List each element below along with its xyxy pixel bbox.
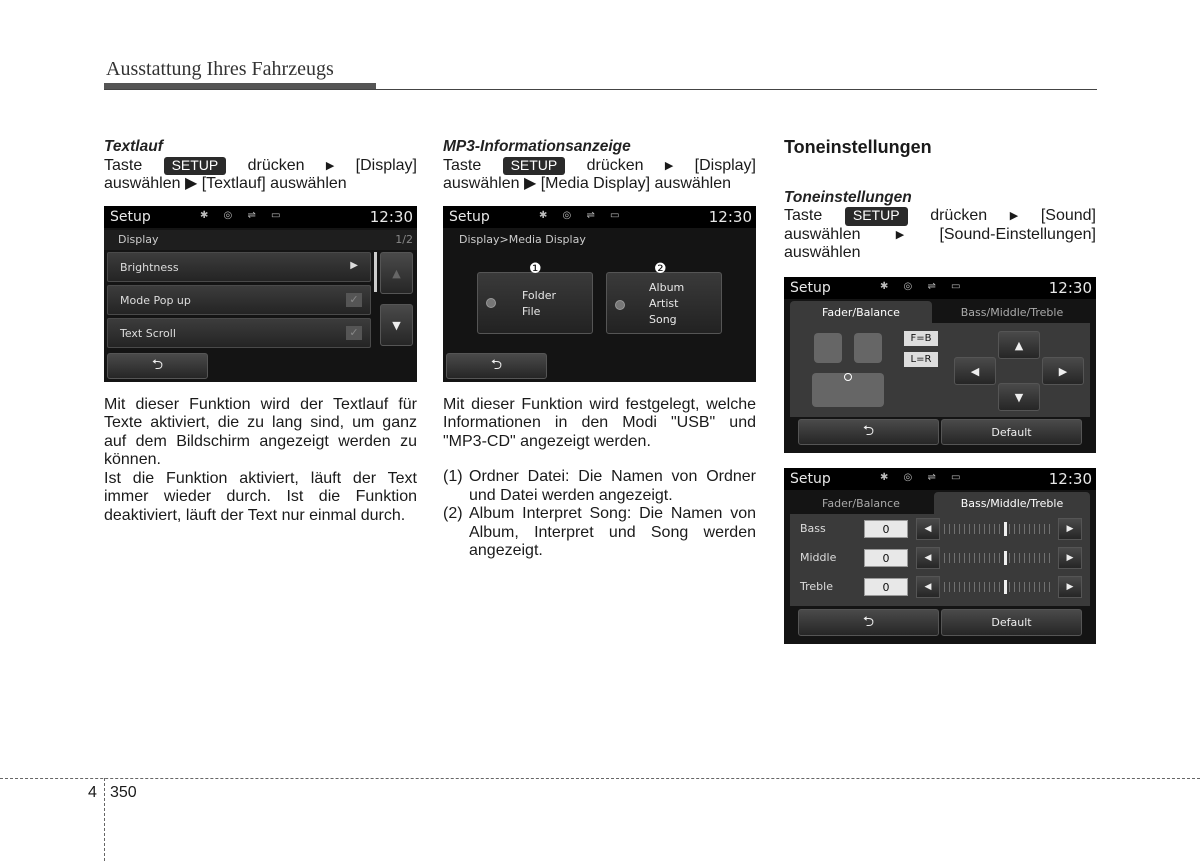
section-label: Display (118, 233, 159, 246)
subhead-mp3: MP3-Informationsanzeige (443, 138, 631, 155)
back-button[interactable] (446, 353, 547, 379)
fb-badge: F=B (904, 331, 938, 346)
breadcrumb: Display>Media Display (459, 233, 586, 246)
back-arrow-icon: ⮌ (490, 357, 503, 373)
list-item (443, 468, 756, 505)
arrow-right-icon: ▶ (1009, 210, 1019, 222)
clock: 12:30 (369, 208, 413, 226)
eq-value: 0 (864, 520, 908, 538)
screen-topbar (784, 277, 1096, 299)
checkbox-icon[interactable]: ✓ (346, 326, 362, 340)
taste-text: Taste (784, 207, 823, 224)
target-text: [Sound] (1040, 207, 1096, 224)
auswaehlen-text: auswählen (784, 225, 861, 243)
increase-button[interactable]: ▶ (1058, 518, 1082, 540)
eq-slider-knob[interactable] (1004, 580, 1007, 594)
page-indicator: 1/2 (395, 233, 413, 246)
balance-left-button[interactable]: ◀ (954, 357, 996, 385)
arrow-right-icon: ▶ (895, 228, 905, 241)
scroll-up-button[interactable]: ▲ (380, 252, 413, 294)
instruction-line-2: auswählen ▶ [Media Display] auswählen (443, 175, 732, 192)
list-text: Ordner Datei: Die Namen von Ordner und Datei werden angezeigt. (469, 468, 756, 504)
druecken-text: drücken (247, 156, 305, 174)
option-line: File (522, 305, 541, 318)
setup-badge: SETUP (164, 157, 227, 176)
subhead-toneinstellungen: Toneinstellungen (784, 188, 912, 206)
screen-display-setup (104, 206, 417, 382)
screen-topbar (104, 206, 417, 228)
subhead-textlauf: Textlauf (104, 138, 163, 155)
default-button[interactable]: Default (941, 419, 1082, 445)
list-text: Album Interpret Song: Die Namen von Album, Interpret und Song werden angezeigt. (469, 505, 756, 559)
clock: 12:30 (1048, 279, 1092, 297)
back-button[interactable] (798, 419, 939, 445)
callout-1: ❶ (529, 261, 542, 277)
checkbox-icon[interactable]: ✓ (346, 293, 362, 307)
instruction-line-2: auswählen ▶ [Textlauf] auswählen (104, 175, 347, 192)
eq-value: 0 (864, 549, 908, 567)
option-line: Song (649, 313, 677, 326)
arrow-right-icon: ▶ (325, 159, 335, 172)
row-label: Mode Pop up (120, 294, 191, 307)
back-button[interactable] (107, 353, 208, 379)
target-text: [Display] (355, 156, 417, 174)
section-bar (104, 230, 417, 250)
menu-row-text-scroll[interactable] (107, 318, 371, 348)
setup-badge: SETUP (503, 157, 566, 176)
back-arrow-icon: ⮌ (862, 613, 875, 630)
status-icons: ✱ ◎ ⇌ ▭ (880, 472, 967, 483)
druecken-text: drücken (930, 207, 988, 224)
menu-row-mode-popup[interactable] (107, 285, 371, 315)
section-heading: Toneinstellungen (784, 137, 932, 157)
arrow-right-icon: ▶ (350, 260, 358, 271)
tab-fader-balance[interactable]: Fader/Balance (790, 301, 932, 323)
eq-slider-track[interactable] (944, 582, 1052, 592)
instruction-line-2 (784, 226, 1096, 245)
decrease-button[interactable]: ◀ (916, 547, 940, 569)
arrow-right-icon: ▶ (664, 159, 674, 172)
clock: 12:30 (1048, 470, 1092, 488)
media-option-album-artist-song[interactable] (606, 272, 722, 334)
media-option-folder-file[interactable] (477, 272, 593, 334)
chapter-number: 4 (88, 784, 97, 801)
instruction-line (443, 157, 756, 176)
page-header-title: Ausstattung Ihres Fahrzeugs (106, 58, 334, 80)
seat-front-left (814, 333, 842, 363)
eq-slider-knob[interactable] (1004, 522, 1007, 536)
default-button[interactable]: Default (941, 609, 1082, 636)
increase-button[interactable]: ▶ (1058, 547, 1082, 569)
screen-topbar (784, 468, 1096, 490)
balance-right-button[interactable]: ▶ (1042, 357, 1084, 385)
screen-fader-balance (784, 277, 1096, 453)
screen-topbar (443, 206, 756, 228)
tab-bass-middle-treble[interactable]: Bass/Middle/Treble (934, 492, 1090, 514)
decrease-button[interactable]: ◀ (916, 518, 940, 540)
seat-diagram[interactable] (810, 333, 886, 407)
menu-row-brightness[interactable] (107, 252, 371, 282)
eq-label: Bass (800, 522, 826, 535)
radio-icon (486, 298, 496, 308)
eq-row-treble (798, 576, 1082, 598)
taste-text: Taste (443, 156, 482, 174)
instruction-line (784, 207, 1096, 226)
seat-front-right (854, 333, 882, 363)
taste-text: Taste (104, 156, 143, 174)
back-button[interactable] (798, 609, 939, 636)
footer-rule (0, 778, 1200, 779)
target-text: [Sound-Einstellungen] (939, 225, 1096, 243)
screen-title: Setup (449, 209, 490, 225)
radio-icon (615, 300, 625, 310)
fader-down-button[interactable]: ▼ (998, 383, 1040, 411)
eq-row-bass (798, 518, 1082, 540)
druecken-text: drücken (586, 156, 644, 174)
eq-label: Treble (800, 580, 833, 593)
eq-slider-track[interactable] (944, 524, 1052, 534)
screen-bass-middle-treble (784, 468, 1096, 644)
screen-title: Setup (790, 471, 831, 487)
decrease-button[interactable]: ◀ (916, 576, 940, 598)
instruction-line (104, 157, 417, 176)
lr-badge: L=R (904, 352, 938, 367)
screen-media-display (443, 206, 756, 382)
fader-up-button[interactable]: ▲ (998, 331, 1040, 359)
status-icons: ✱ ◎ ⇌ ▭ (880, 281, 967, 292)
increase-button[interactable]: ▶ (1058, 576, 1082, 598)
column-sound (784, 138, 1096, 263)
page-number: 350 (110, 784, 137, 801)
target-text: [Display] (694, 156, 756, 174)
setup-badge: SETUP (845, 207, 908, 226)
balance-crosshair-icon (844, 373, 852, 381)
scrollbar[interactable] (374, 252, 377, 292)
fader-panel (790, 323, 1090, 417)
row-label: Text Scroll (120, 327, 176, 340)
eq-value: 0 (864, 578, 908, 596)
status-icons: ✱ ◎ ⇌ ▭ (539, 210, 626, 221)
callout-2: ❷ (654, 261, 667, 277)
screen-title: Setup (110, 209, 151, 225)
status-icons: ✱ ◎ ⇌ ▭ (200, 210, 287, 221)
scroll-down-button[interactable]: ▼ (380, 304, 413, 346)
option-line: Folder (522, 289, 556, 302)
tab-fader-balance[interactable]: Fader/Balance (822, 496, 900, 510)
instruction-line-3: auswählen (784, 244, 861, 261)
option-line: Album (649, 281, 685, 294)
list-number: (2) (443, 505, 463, 522)
paragraph: Mit dieser Funktion wird der Textlauf für Texte aktiviert, die zu lang sind, um ganz auf dem Bildschirm angezeigt werden zu können. (104, 395, 417, 468)
eq-slider-track[interactable] (944, 553, 1052, 563)
eq-panel (790, 514, 1090, 606)
eq-row-middle (798, 547, 1082, 569)
paragraph: Mit dieser Funktion wird festgelegt, welche Informationen in den Modi "USB" und "MP3-CD" angezeigt werden. (443, 395, 756, 450)
clock: 12:30 (708, 208, 752, 226)
back-arrow-icon: ⮌ (862, 423, 875, 439)
option-line: Artist (649, 297, 679, 310)
eq-slider-knob[interactable] (1004, 551, 1007, 565)
tab-bass-middle-treble[interactable]: Bass/Middle/Treble (960, 305, 1064, 319)
back-arrow-icon: ⮌ (151, 357, 164, 373)
row-label: Brightness (120, 261, 179, 274)
list-item (443, 505, 756, 561)
footer-divider (104, 778, 105, 861)
screen-title: Setup (790, 280, 831, 296)
eq-label: Middle (800, 551, 837, 564)
header-rule-thin (104, 89, 1097, 90)
paragraph: Ist die Funktion aktiviert, läuft der Text immer wieder durch. Ist die Funktion deaktiviert, läuft der Text nur einmal durch. (104, 469, 417, 524)
list-number: (1) (443, 468, 463, 485)
